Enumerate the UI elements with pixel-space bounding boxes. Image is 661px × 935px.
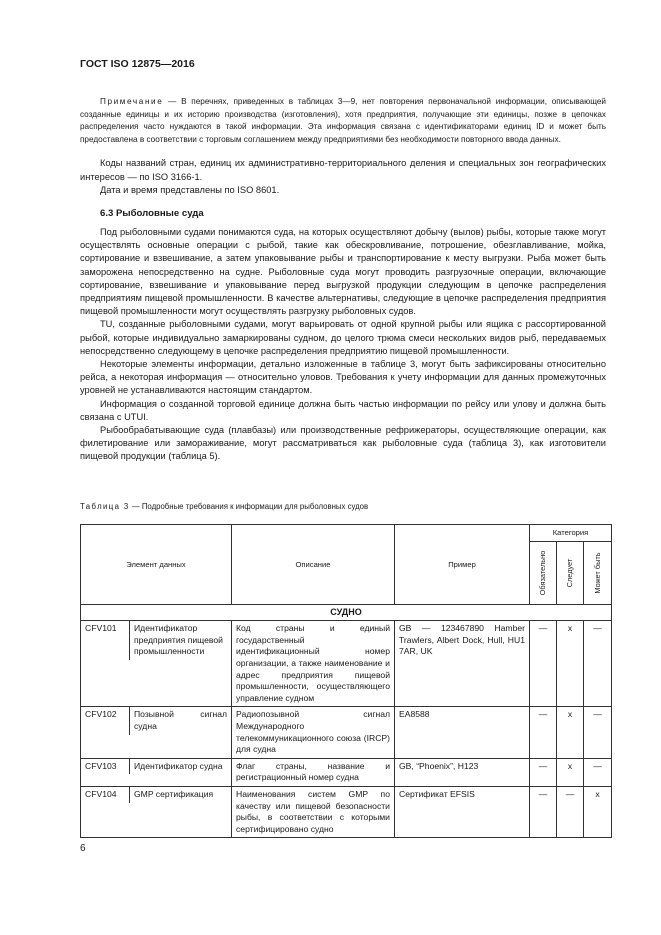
row-element: Идентификатор предприятия пищевой промышленности (134, 623, 223, 657)
page-number: 6 (80, 843, 86, 854)
row-code: CFV103 (81, 759, 130, 775)
row-should: — (557, 786, 584, 837)
body-paragraph: Некоторые элементы информации, детально изложенные в таблице 3, могут быть зафиксированы относительно рейса, а некоторая информация — относительно уловов. Требования к учету информации для данных промежуточных уровней не устанавливаются настоящим стандартом. (80, 359, 606, 396)
body-paragraph: Под рыболовными судами понимаются суда, на которых осуществляют добычу (вылов) рыбы, которые также могут осуществлять основные операции с рыбой, такие как обескровливание, потрошение, обезглавливание, мойка, сортирование и взвешивание, а затем упаковывание рыбы и транспортирование к месту выгрузки. Рыба может быть заморожена непосредственно на судне. Рыболовные суда могут проводить разгрузочные операции, включающие сортирование, взвешивание и упаковывание перед выгрузкой продукции следующим в цепочке распределения предприятиям пищевой промышленности. В качестве альтернативы, следующие в цепочке распределения предприятия пищевой промышленности могут осуществлять разгрузку рыболовных судов. (80, 227, 606, 317)
table-caption-label: Таблица 3 (80, 502, 130, 511)
row-element: GMP сертификация (134, 788, 214, 799)
row-example: GB, “Phoenix”, H123 (395, 758, 530, 786)
row-mandatory: — (530, 707, 557, 758)
row-example: EA8588 (395, 707, 530, 758)
header-may: Может быть (584, 541, 612, 604)
row-should: x (557, 707, 584, 758)
row-description: Код страны и единый государственный идентификационный номер организации, а также наименование и адрес предприятия пищевой промышленности, осуществляющего управление судном (232, 621, 395, 707)
requirements-table (80, 524, 612, 838)
row-element: Позывной сигнал судна (134, 709, 227, 731)
note-text: — В перечнях, приведенных в таблицах 3—9, нет повторения первоначальной информации, описывающей созданные единицы и их историю производства (изготовления), хотя предприятия, получающие эти единицы, позже в цепочках распределения часто нуждаются в такой информации. Эта информация связана с идентификаторами единиц ID и может быть предоставлена в соответствии с торговым соглашением между предприятиями без необходимости повторного ввода данных. (80, 97, 606, 144)
row-cell-code-element (81, 707, 232, 758)
header-element: Элемент данных (81, 525, 232, 605)
document-header: ГОСТ ISO 12875—2016 (80, 58, 195, 70)
row-may: — (584, 707, 612, 758)
row-mandatory: — (530, 758, 557, 786)
table-section-title: СУДНО (81, 604, 612, 621)
row-description: Наименования систем GMP по качеству или пищевой безопасности рыбы, в соответствии с которыми сертифицировано судно (232, 786, 395, 837)
row-mandatory: — (530, 621, 557, 707)
row-element: Идентификатор судна (134, 760, 223, 771)
row-may: — (584, 621, 612, 707)
row-description: Радиопозывной сигнал Международного телекоммуникационного союза (IRCP) для судна (232, 707, 395, 758)
row-description: Флаг страны, название и регистрационный номер судна (232, 758, 395, 786)
table-caption (80, 502, 368, 511)
table-row (81, 758, 612, 786)
row-example: Сертификат EFSIS (395, 786, 530, 837)
row-example: GB — 123467890 Hamber Trawlers, Albert Dock, Hull, HU1 7AR, UK (395, 621, 530, 707)
body-paragraph: Информация о созданной торговой единице должна быть частью информации по рейсу или улову и должна быть связана с UTUI. (80, 398, 606, 422)
row-cell-code-element (81, 621, 232, 707)
section-body (80, 226, 606, 464)
table-row (81, 707, 612, 758)
body-paragraph: TU, созданные рыболовными судами, могут варьировать от одной крупной рыбы или ящика с рассортированной рыбой, которые индивидуально замаркированы судном, до целого трюма смеси нескольких видов рыб, передаваемых непосредственно следующему в цепочке распределения предприятию пищевой промышленности. (80, 319, 606, 356)
row-cell-code-element (81, 758, 232, 786)
row-cell-code-element (81, 786, 232, 837)
header-category: Категория (530, 525, 612, 542)
header-example: Пример (395, 525, 530, 605)
body-paragraph: Рыбообрабатывающие суда (плавбазы) или производственные рефрижераторы, осуществляющие операции, как филетирование или замораживание, могут рассматриваться как рыболовные суда (таблица 3), как изготовители пищевой продукции (таблица 5). (80, 425, 606, 462)
note-label: Примечание (100, 97, 164, 106)
table-row (81, 786, 612, 837)
country-codes-paragraph: Коды названий стран, единиц их административно-территориального деления и специальных зон географических интересов — по ISO 3166-1. (80, 158, 606, 182)
row-mandatory: — (530, 786, 557, 837)
row-should: x (557, 621, 584, 707)
row-code: CFV104 (81, 787, 130, 803)
section-title: 6.3 Рыболовные суда (100, 208, 204, 219)
row-may: x (584, 786, 612, 837)
header-should: Следует (557, 541, 584, 604)
table-caption-text: — Подробные требования к информации для рыболовных судов (129, 502, 369, 511)
row-may: — (584, 758, 612, 786)
row-code: CFV102 (81, 707, 130, 734)
header-description: Описание (232, 525, 395, 605)
row-code: CFV101 (81, 621, 130, 660)
table-row (81, 621, 612, 707)
header-mandatory: Обязательно (530, 541, 557, 604)
row-should: x (557, 758, 584, 786)
note-paragraph (80, 96, 606, 146)
datetime-paragraph: Дата и время представлены по ISO 8601. (100, 185, 280, 195)
